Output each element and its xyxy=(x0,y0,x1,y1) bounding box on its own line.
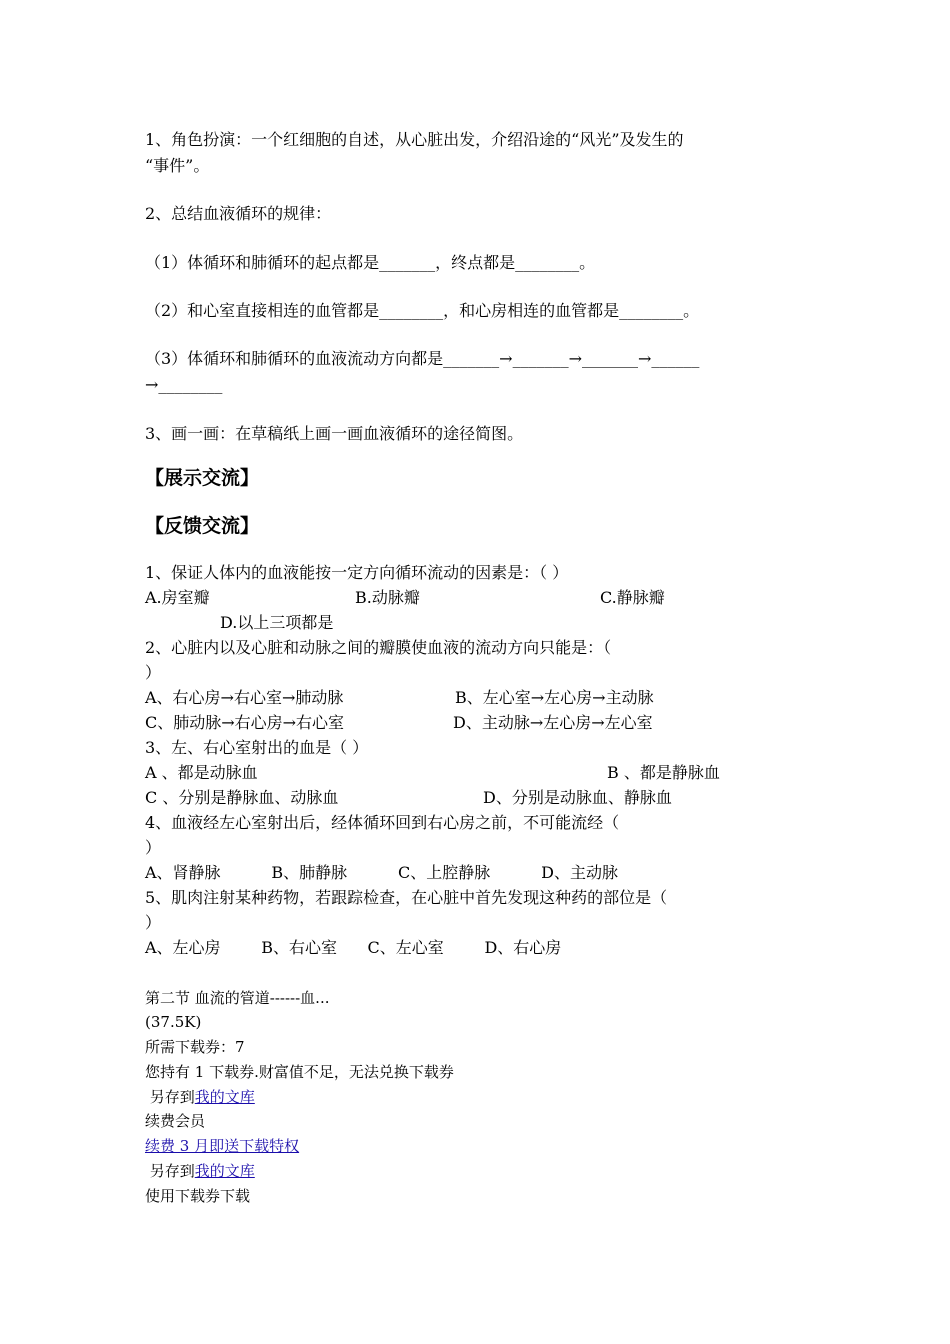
quiz-q2-option-d: D、主动脉→左心房→左心室 xyxy=(453,713,653,732)
intro-item-2: 2、总结血液循环的规律： xyxy=(145,204,332,223)
quiz-q3-option-b: B 、都是静脉血 xyxy=(607,763,720,782)
quiz-question-4-line-2: ） xyxy=(145,838,162,857)
save-to-label-2: 另存到 xyxy=(145,1162,195,1180)
quiz-question-1: 1、保证人体内的血液能按一定方向循环流动的因素是：（ ） xyxy=(145,563,569,582)
quiz-q1-option-c: C.静脉瓣 xyxy=(600,588,665,607)
quiz-q2-option-b: B、左心室→左心房→主动脉 xyxy=(455,688,654,707)
quiz-question-3: 3、左、右心室射出的血是（ ） xyxy=(145,738,369,757)
fill-question-2: （2）和心室直接相连的血管都是________，和心房相连的血管都是________。 xyxy=(145,301,700,320)
use-coupon-download[interactable]: 使用下载券下载 xyxy=(145,1187,251,1205)
fill-question-1: （1）体循环和肺循环的起点都是_______，终点都是________。 xyxy=(145,253,596,272)
quiz-q2-option-a: A、右心房→右心室→肺动脉 xyxy=(145,688,344,707)
fill-question-3-line-2: →________ xyxy=(145,375,223,394)
quiz-q3-option-d: D、分别是动脉血、静脉血 xyxy=(483,788,672,807)
quiz-question-2-line-1: 2、心脏内以及心脏和动脉之间的瓣膜使血液的流动方向只能是：（ xyxy=(145,638,612,657)
heading-show-exchange: 【展示交流】 xyxy=(145,467,260,489)
heading-feedback-exchange: 【反馈交流】 xyxy=(145,515,260,537)
quiz-q3-option-a: A 、都是动脉血 xyxy=(145,763,258,782)
renew-member-link[interactable]: 续费 3 月即送下载特权 xyxy=(145,1137,300,1155)
quiz-question-4-line-1: 4、血液经左心室射出后，经体循环回到右心房之前，不可能流经（ xyxy=(145,813,620,832)
quiz-question-5-line-1: 5、肌肉注射某种药物，若跟踪检查，在心脏中首先发现这种药的部位是（ xyxy=(145,888,668,907)
quiz-q1-option-b: B.动脉瓣 xyxy=(355,588,420,607)
intro-item-1-line-2: “事件”。 xyxy=(145,156,210,175)
quiz-q3-option-c: C 、分别是静脉血、动脉血 xyxy=(145,788,339,807)
quiz-q4-options: A、肾静脉 B、肺静脉 C、上腔静脉 D、主动脉 xyxy=(145,863,618,882)
renew-member-label: 续费会员 xyxy=(145,1112,206,1130)
intro-item-1-line-1: 1、角色扮演：一个红细胞的自述，从心脏出发，介绍沿途的“风光”及发生的 xyxy=(145,130,684,149)
quiz-q1-option-d: D.以上三项都是 xyxy=(220,613,334,632)
my-library-link[interactable]: 我的文库 xyxy=(194,1088,255,1106)
fill-question-3-line-1: （3）体循环和肺循环的血液流动方向都是_______→_______→_______→______ xyxy=(145,349,700,368)
quiz-q2-option-c: C、肺动脉→右心房→右心室 xyxy=(145,713,345,732)
quiz-q1-option-a: A.房室瓣 xyxy=(145,588,210,607)
doc-title-link: 第二节 血流的管道------血... xyxy=(145,989,330,1007)
intro-item-3: 3、画一画：在草稿纸上画一画血液循环的途径简图。 xyxy=(145,424,524,443)
doc-size: (37.5K) xyxy=(145,1013,202,1031)
coupon-status: 您持有 1 下载券.财富值不足，无法兑换下载券 xyxy=(145,1063,454,1081)
save-to-row-2 xyxy=(145,1161,255,1181)
quiz-question-2-line-2: ） xyxy=(145,663,162,682)
my-library-link-2[interactable]: 我的文库 xyxy=(194,1162,255,1180)
save-to-row xyxy=(145,1087,255,1107)
save-to-label: 另存到 xyxy=(145,1088,195,1106)
quiz-question-5-line-2: ） xyxy=(145,913,162,932)
quiz-q5-options: A、左心房 B、右心室 C、左心室 D、右心房 xyxy=(145,938,562,957)
coupon-required: 所需下载券：7 xyxy=(145,1038,245,1056)
